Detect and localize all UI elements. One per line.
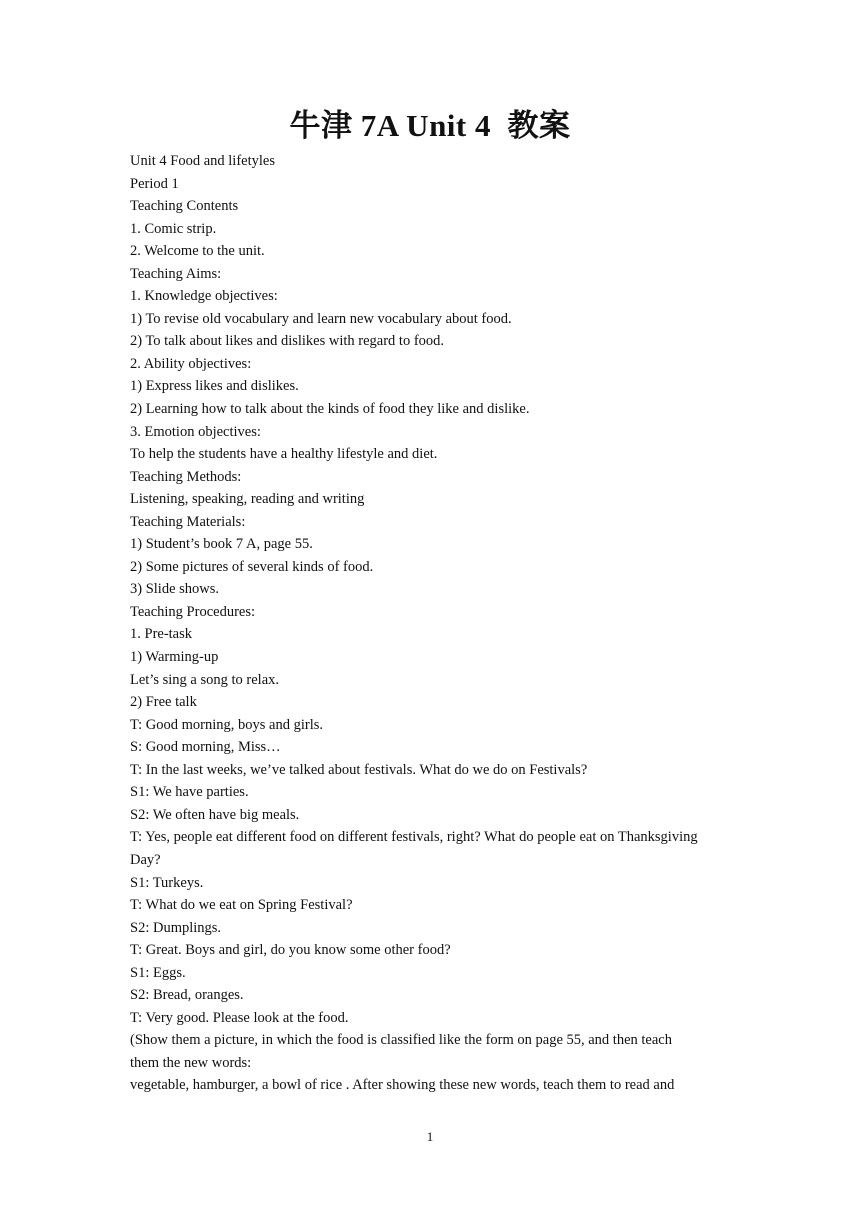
text-line: 1) Student’s book 7 A, page 55. [130, 536, 313, 553]
text-line: Teaching Contents [130, 198, 239, 215]
text-line: 2) To talk about likes and dislikes with regard to food. [130, 333, 445, 350]
text-line: S1: Eggs. [130, 964, 186, 981]
text-line: 3. Emotion objectives: [130, 423, 261, 440]
text-line: Day? [130, 851, 161, 868]
text-line: Teaching Methods: [130, 468, 242, 485]
text-line: S1: Turkeys. [130, 874, 204, 891]
text-line: 1) To revise old vocabulary and learn new vocabulary about food. [130, 310, 512, 327]
text-line: Teaching Aims: [130, 265, 222, 282]
text-line: T: What do we eat on Spring Festival? [130, 897, 353, 914]
text-line: T: In the last weeks, we’ve talked about festivals. What do we do on Festivals? [130, 761, 588, 778]
page-title: 牛津 7A Unit 4 教案 [289, 108, 571, 143]
text-line: S2: Dumplings. [130, 919, 222, 936]
text-line: Teaching Materials: [130, 513, 246, 530]
text-line: Let’s sing a song to relax. [130, 671, 280, 688]
text-line: 1. Pre-task [130, 626, 193, 643]
text-line: To help the students have a healthy lifestyle and diet. [130, 446, 438, 463]
text-line: S: Good morning, Miss… [130, 739, 281, 756]
text-line: vegetable, hamburger, a bowl of rice . After showing these new words, teach them to read and [130, 1077, 675, 1094]
text-line: T: Great. Boys and girl, do you know some other food? [130, 942, 451, 959]
text-line: 2. Welcome to the unit. [130, 243, 265, 260]
page-number: 1 [426, 1129, 434, 1144]
text-line: 1) Warming-up [130, 649, 219, 666]
text-line: T: Very good. Please look at the food. [130, 1009, 349, 1026]
text-line: them the new words: [130, 1054, 252, 1071]
text-line: 2) Some pictures of several kinds of food. [130, 558, 374, 575]
text-line: 1. Comic strip. [130, 220, 217, 237]
text-line: 3) Slide shows. [130, 581, 220, 598]
text-line: T: Good morning, boys and girls. [130, 716, 324, 733]
text-line: S2: Bread, oranges. [130, 987, 244, 1004]
text-line: Unit 4 Food and lifetyles [130, 153, 275, 169]
text-line: 1) Express likes and dislikes. [130, 378, 299, 395]
text-line: Period 1 [130, 175, 179, 192]
text-line: T: Yes, people eat different food on different festivals, right? What do people eat on Thanksgiving [130, 829, 698, 846]
text-line: (Show them a picture, in which the food is classified like the form on page 55, and then teach [130, 1032, 672, 1049]
text-line: 1. Knowledge objectives: [130, 288, 278, 305]
document-body [130, 150, 740, 1097]
text-line: 2) Free talk [130, 694, 197, 711]
text-line: Listening, speaking, reading and writing [130, 491, 365, 508]
text-line: S2: We often have big meals. [130, 806, 300, 823]
text-line: 2) Learning how to talk about the kinds of food they like and dislike. [130, 401, 530, 418]
text-line: 2. Ability objectives: [130, 355, 252, 372]
text-line: S1: We have parties. [130, 784, 249, 801]
text-line: Teaching Procedures: [130, 603, 256, 620]
